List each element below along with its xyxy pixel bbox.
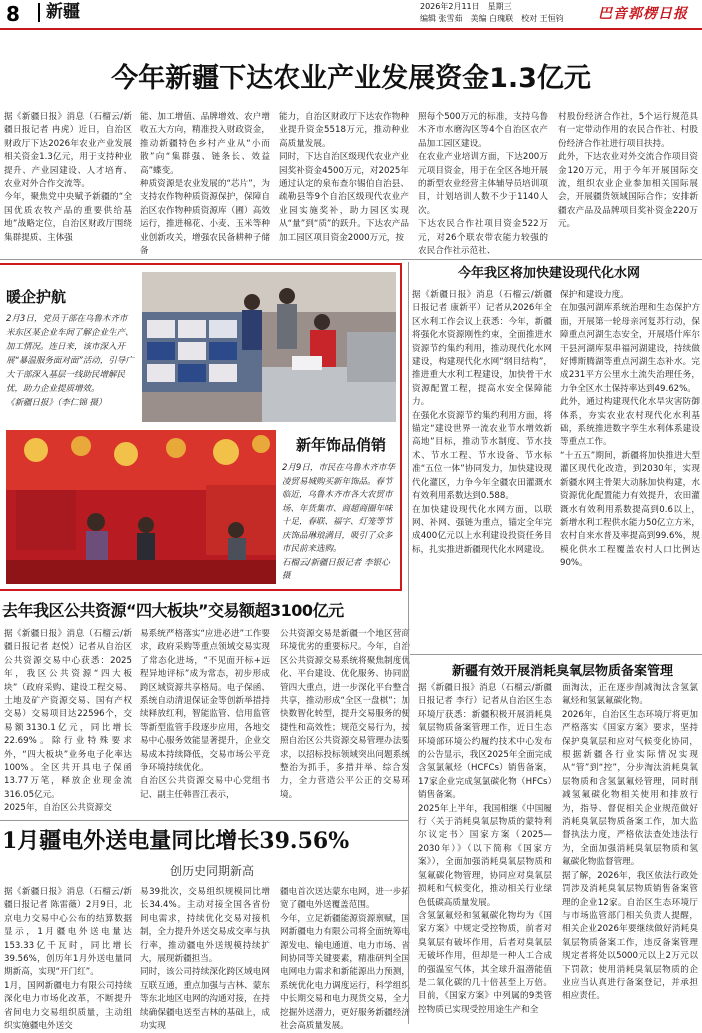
photo-box-title: 暖企护航 <box>6 288 67 306</box>
lead-col-1: 据《新疆日报》消息（石榴云/新疆日报记者 冉虎）近日，自治区财政厅下达2026年农业产业发展相关资金1.3亿元，用于支持种业提升、产业园建设、人才培育、农业对外合作交流等。 今年，聚焦党中央赋予新疆的“全国优质农牧产品的重要供给基地”战略定位，自治区财政厅围绕集群提质、主体强 <box>4 112 132 243</box>
masthead <box>0 0 702 30</box>
resources-col-1: 据《新疆日报》消息（石榴云/新疆日报记者 赵悦）记者从自治区公共资源交易中心获悉：2025年，我区公共资源“四大板块”（政府采购、建设工程交易、土地及矿产资源交易、国有产权交易）交易项目达22596个，交易额3130.1亿元，同比增长22.69%。除行业特殊要求外，“四大板块”业务电子化率达100%。全区共开具电子保函13.77万笔，释放企业现金流316.05亿元。 2025年，自治区公共资源交 <box>4 629 132 814</box>
lead-headline: 今年新疆下达农业产业发展资金1.3亿元 <box>111 63 591 94</box>
date-line: 2026年2月11日 星期三 <box>420 2 512 11</box>
newspaper-logo: 巴音郭楞日报 <box>598 6 688 22</box>
odor-col-2: 面淘汰，正在逐步削减淘汰含氢氯氟烃和氢氯氟碳化物。 2026年，自治区生态环境厅将更加严格落实《国家方案》要求，坚持保护臭氧层和应对气候变化协同，根据新疆各行业实际情况实现从“管”到“控”，分步淘汰消耗臭氧层物质和含氢氯氟烃管理，同时削减氢氟碳化物相关使用和排放行为，指导、督促相关企业规范做好消耗臭氧层物质备案工作，加大监督执法力度，严格依法查处违法行为，全面加强消耗臭氧层物质和氢氟碳化物监督管理。 据了解，2026年，我区依法行政处罚涉及消耗臭氧层物质销售备案管理的企业12家。自治区生态环境厅与市场监管部门相关负责人提醒，相关企业2026年要继续做好消耗臭氧层物质备案工作，违反备案管理规定者将处以5000元以上2万元以下罚款；使用消耗臭氧层物质的企业应当认真进行备案登记，并承担相应责任。 <box>562 683 698 1002</box>
photo-box-caption: 2月3日，党员干部在乌鲁木齐市米东区某企业车间了解企业生产、加工情况。连日来，该市深入开展“暴温服务面对面”活动，引导广大干部深入基层一线助民增解民忧，助力企业提质增效。 《新疆日报》（李仁锦 摄） <box>6 314 134 408</box>
festival-photo <box>6 430 276 584</box>
lead-col-4: 照每个500万元的标准，支持乌鲁木齐市水磨沟区等4个自治区农产品加工园区建设。 在农业产业培训方面，下达200万元项目资金，用于在全区各地开展的新型农业经营主体辅导员培训项目，计划培训人数不少于1140人次。 下达农民合作社项目资金522万元，对26个联农带农能力较强的农民合作社示范社、 <box>418 112 548 257</box>
water-col-2: 保护和建设力度。 在加强河湖库系统治理和生态保护方面，开展第一轮母亲河复苏行动，保障重点河湖生态安全，开展塔什库尔干县河湖库泵串福河湖建设，持续做好博斯腾湖等重点河湖生态补水。完成231平方公里水土流失治理任务，力争全区水土保持率达到49.62%。 此外，通过构建现代化水旱灾害防御体系，夯实农业农村现代化水利基础，系统推进数字孪生水利体系建设等重点工作。 “十五五”期间，新疆将加快推进大型灌区现代化改造，到2030年，实现新疆水网主骨架大动脉加快构建，水资源优化配置能力有效提升，农田灌溉水有效利用系数提高到0.6以上，新增水利工程供水能力50亿立方米，农村自来水普及率提高到99.6%，规模化供水工程覆盖农村人口比例达90%。 <box>560 290 700 569</box>
factory-photo-image <box>142 272 396 422</box>
water-col-1: 据《新疆日报》消息（石榴云/新疆日报记者 康新平）记者从2026年全区水利工作会议上获悉：今年，新疆将强化水资源刚性约束，全面推进水资源节约集约利用，推动现代化水网建设，构建现代化水网“纲目结构”，推进重大水利工程建设，加快骨干水资源配置工程，提高水安全保障能力。 在强化水资源节约集约利用方面，将锚定“建设世界一流农业节水增效新高地”目标，推动节水制度、节水技术、节水工程、节水设备、节水标准“五位一体”协同发力，加快建设现代化灌区，力争今年全疆农田灌溉水有效利用系数达到0.588。 在加快建设现代化水网方面，以联网、补网、强链为重点，锚定全年完成400亿元以上水利建设投资任务目标，扎实推进新疆现代化水网建设。 <box>412 290 552 555</box>
resources-col-3: 公共资源交易是新疆一个地区营商环境优劣的重要标尺。今年，自治区公共资源交易系统将聚焦制度优化、平台建设、优化服务、协同监管四大重点，进一步深化平台整合共享，推动形成“全区一盘棋”；加快数智化转型，提升交易服务的便捷性和高效性；规范交易行为，按照自治区公共资源交易管理办法要求，以招标投标领域突出问题系统整治为抓手，多措并举、综合发力，全力营造公平公正的交易环境。 <box>280 629 410 800</box>
factory-photo <box>142 272 396 422</box>
lead-col-3: 能力，自治区财政厅下达农作物种业提升资金5518万元，推动种业高质量发展。 同时，下达自治区级现代农业产业园奖补资金4500万元，对2025年通过认定的泉布查尔锡伯自治县、疏勒县等9个自治区级现代农业产业园实施奖补，助力园区实现从“量”到“质”的跃升。下达农产品加工园区项目资金2000万元，按 <box>279 112 409 243</box>
water-headline: 今年我区将加快建设现代化水网 <box>458 266 641 281</box>
odor-headline: 新疆有效开展消耗臭氧层物质备案管理 <box>452 664 674 679</box>
power-col-1: 据《新疆日报》消息（石榴云/新疆日报记者 陈雷薇）2月9日，北京电力交易中心公布的结算数据显示，1月疆电外送电量达153.33亿千瓦时，同比增长39.56%，创历年1月外送电量同期新高，实现“开门红”。 1月，国网新疆电力有限公司持续深化电力市场化改革，不断提升省间电力交易组织质量，主动组织实施疆电外送交 <box>4 887 132 1032</box>
festival-title: 新年饰品俏销 <box>296 436 387 454</box>
power-subhead: 创历史同期新高 <box>170 864 255 878</box>
rule-right-mid <box>410 654 702 655</box>
power-headline: 1月疆电外送电量同比增长39.56% <box>2 828 350 854</box>
power-col-2: 易39批次，交易组织规模同比增长34.4%。主动对接全国各省份间电需求，持续优化交易对接机制，全力提升外送交易成交率与执行率，推动疆电外送规模持续扩大，展现新疆担当。 同时，该公司持续深化跨区域电网互联互通，重点加强与吉林、蒙东等东北地区电网的沟通对接，在持续确保疆电送至吉林的基础上，成功实现 <box>140 887 270 1032</box>
editors-line: 编辑 张雪茹 美编 白瑰联 校对 王恒钧 <box>420 14 564 23</box>
festival-caption: 2月9日，市民在乌鲁木齐市华凌贸易城购买新年饰品。春节临近，乌鲁木齐市各大农贸市场、年货集市、商超商圈年味十足，春联、福字、灯笼等节庆饰品琳琅满目，吸引了众多市民前来选购。 石榴云/新疆日报记者 李银心 摄 <box>282 463 395 581</box>
resources-headline: 去年我区公共资源“四大板块”交易额超3100亿元 <box>2 601 344 620</box>
page-number: 8 <box>6 2 20 26</box>
rule-lead-bottom <box>0 259 702 260</box>
section-name: 新疆 <box>38 3 80 22</box>
resources-col-2: 易系统严格落实“应进必进”工作要求，政府采购等重点领域交易实现了常态化进场，“不见面开标+远程异地评标”成为常态，初步形成跨区域资源共享格局。电子保函、系统自动清退保证金等创新举措持续释放红利，智能监管、信用监管等新型监管手段逐步应用，各地交易中心服务效能显著提升，企业交易成本持续降低，交易市场公平竞争环境持续优化。 自治区公共资源交易中心党组书记、副主任韩晋江表示， <box>140 629 270 800</box>
lead-col-5: 村股份经济合作社，5个运行规范具有一定带动作用的农民合作社、村股份经济合作社进行项目扶持。 此外，下达农业对外交流合作项目资金120万元，用于今年开展国际交流，组织农业企业参加相关国际展会，开展疆货领域国际合作；安排新疆农产品及品牌项目奖补资金220万元。 <box>558 112 698 230</box>
rule-middle <box>408 262 409 1024</box>
festival-photo-image <box>6 430 276 584</box>
power-col-3: 疆电首次送达蒙东电网，进一步拓宽了疆电外送覆盖范围。 今年，立足新疆能源资源禀赋，国网新疆电力有限公司将全面统筹电源发电、输电通道、电力市场、省间协同等关键要素，精准研判全国电网电力需求和新能源出力预测，系统优化电力调度运行，科学组织中长期交易和电力现货交易，全力挖掘外送潜力，更好服务新疆经济社会高质量发展。 <box>280 887 410 1032</box>
rule-left-mid <box>0 820 408 821</box>
odor-col-1: 据《新疆日报》消息（石榴云/新疆日报记者 李行）记者从自治区生态环境厅获悉：新疆积极开展消耗臭氧层物质备案管理工作，近日生态环境部环境公约履约技术中心发布的公告显示，我区2025年全面完成含氢氯氟烃（HCFCs）销售备案，17家企业完成氢氯碳化物（HFCs）销售备案。 2025年上半年，我国相继《中国履行〈关于消耗臭氧层物质的蒙特利尔议定书〉国家方案（2025—2030年）》（以下简称《国家方案》），全面加强消耗臭氧层物质和氢氟碳化物管理，协同应对臭氧层损耗和气候变化，推动相关行业绿色低碳高质量发展。 含氢氯氟烃和氢氟碳化物均为《国家方案》中规定受控物质，前者对臭氧层有破坏作用，后者对臭氧层无破坏作用，但却是一种人工合成的强温室气体，其全球升温潜能值是二氧化碳的几十倍甚至上万倍。目前，《国家方案》中列属的9类管控物质已实现受控用途生产和全 <box>418 683 552 1015</box>
lead-col-2: 能、加工增值、品牌增效、农户增收五大方向，精准投入财政资金，推动新疆特色乡村产业从“小而散”向“集群强、链条长、效益高”蝶变。 种质资源是农业发展的“芯片”，为支持农作物种质资源保护，保障自治区农作物种质资源库（圃）高效运行，推进棉花、小麦、玉米等种业创新攻关，增强农民备耕种子储备 <box>140 112 270 257</box>
